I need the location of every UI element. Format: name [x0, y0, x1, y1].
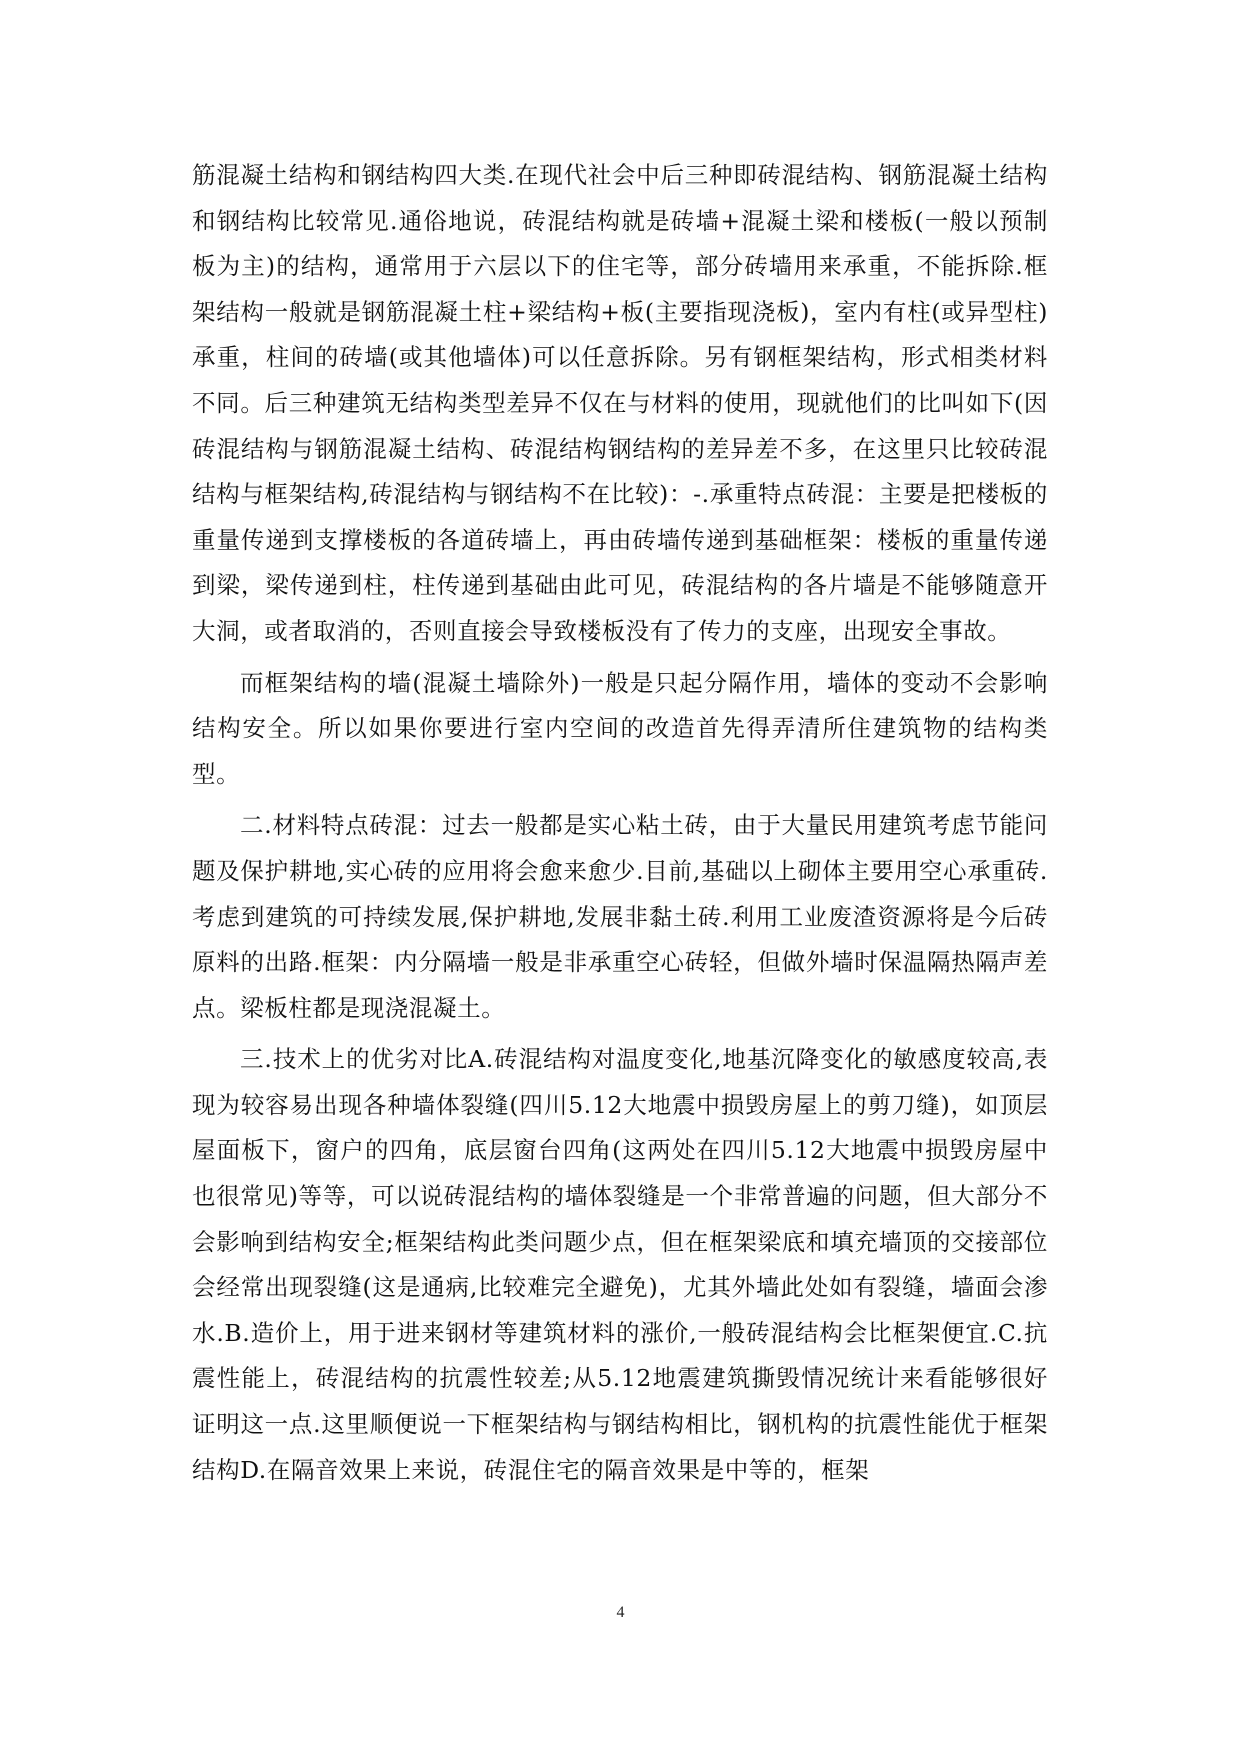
paragraph-load-bearing: 筋混凝土结构和钢结构四大类.在现代社会中后三种即砖混结构、钢筋混凝土结构和钢结构比较常见.通俗地说，砖混结构就是砖墙+混凝土梁和楼板(一般以预制板为主)的结构，通常用于六层以下的住宅等，部分砖墙用来承重，不能拆除.框架结构一般就是钢筋混凝土柱+梁结构+板(主要指现浇板)，室内有柱(或异型柱)承重，柱间的砖墙(或其他墙体)可以任意拆除。另有钢框架结构，形式相类材料不同。后三种建筑无结构类型差异不仅在与材料的使用，现就他们的比叫如下(因砖混结构与钢筋混凝土结构、砖混结构钢结构的差异差不多，在这里只比较砖混结构与框架结构,砖混结构与钢结构不在比较)：-.承重特点砖混：主要是把楼板的重量传递到支撑楼板的各道砖墙上，再由砖墙传递到基础框架：楼板的重量传递到梁，梁传递到柱，柱传递到基础由此可见，砖混结构的各片墙是不能够随意开大洞，或者取消的，否则直接会导致楼板没有了传力的支座，出现安全事故。	[192, 161, 1048, 645]
paragraph-technical-comparison: 三.技术上的优劣对比A.砖混结构对温度变化,地基沉降变化的敏感度较高,表现为较容易出现各种墙体裂缝(四川5.12大地震中损毁房屋上的剪刀缝)，如顶层屋面板下，窗户的四角，底层窗台四角(这两处在四川5.12大地震中损毁房屋中也很常见)等等，可以说砖混结构的墙体裂缝是一个非常普遍的问题，但大部分不会影响到结构安全;框架结构此类问题少点，但在框架梁底和填充墙顶的交接部位会经常出现裂缝(这是通病,比较难完全避免)，尤其外墙此处如有裂缝，墙面会渗水.B.造价上，用于进来钢材等建筑材料的涨价,一般砖混结构会比框架便宜.C.抗震性能上，砖混结构的抗震性较差;从5.12地震建筑撕毁情况统计来看能够很好证明这一点.这里顺便说一下框架结构与钢结构相比，钢机构的抗震性能优于框架结构D.在隔音效果上来说，砖混住宅的隔音效果是中等的，框架	[192, 1045, 1048, 1484]
paragraph-material-features: 二.材料特点砖混：过去一般都是实心粘土砖，由于大量民用建筑考虑节能问题及保护耕地,实心砖的应用将会愈来愈少.目前,基础以上砌体主要用空心承重砖.考虑到建筑的可持续发展,保护耕地,发展非黏土砖.利用工业废渣资源将是今后砖原料的出路.框架：内分隔墙一般是非承重空心砖轻，但做外墙时保温隔热隔声差点。梁板柱都是现浇混凝土。	[192, 811, 1048, 1022]
paragraph-frame-walls: 而框架结构的墙(混凝土墙除外)一般是只起分隔作用，墙体的变动不会影响结构安全。所以如果你要进行室内空间的改造首先得弄清所住建筑物的结构类型。	[192, 668, 1048, 788]
page-number: 4	[616, 1604, 625, 1621]
document-body	[192, 153, 1048, 1493]
